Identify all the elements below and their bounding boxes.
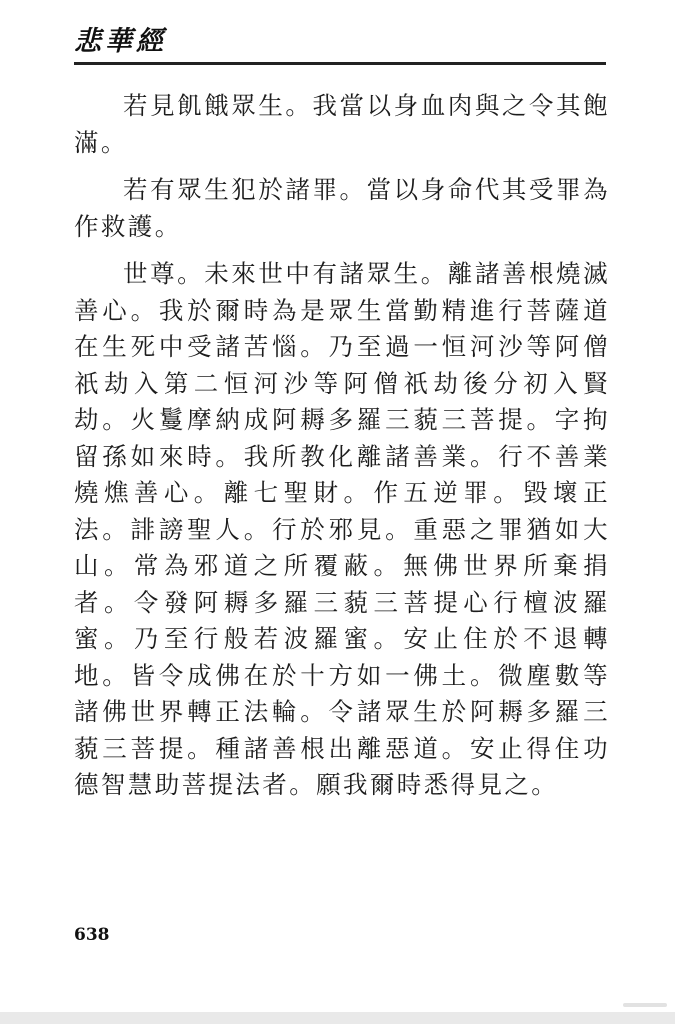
watermark-mark <box>623 1003 667 1007</box>
running-header-title: 悲華經 <box>74 26 167 57</box>
page-number: 638 <box>74 925 110 945</box>
paragraph-2: 若有眾生犯於諸罪。當以身命代其受罪為作救護。 <box>74 175 610 241</box>
header-rule <box>74 62 606 65</box>
viewer-bottom-band <box>0 1012 675 1024</box>
paragraph-1: 若見飢餓眾生。我當以身血肉與之令其飽滿。 <box>74 91 610 157</box>
body-text <box>74 88 610 815</box>
paragraph-3: 世尊。未來世中有諸眾生。離諸善根燒滅善心。我於爾時為是眾生當勤精進行菩薩道在生死中受諸苦惱。乃至過一恒河沙等阿僧祇劫入第二恒河沙等阿僧祇劫後分初入賢劫。火鬘摩納成阿耨多羅三藐三菩提。字拘留孫如來時。我所教化離諸善業。行不善業燒燋善心。離七聖財。作五逆罪。毀壞正法。誹謗聖人。行於邪見。重惡之罪猶如大山。常為邪道之所覆蔽。無佛世界所棄捐者。令發阿耨多羅三藐三菩提心行檀波羅蜜。乃至行般若波羅蜜。安止住於不退轉地。皆令成佛在於十方如一佛土。微塵數等諸佛世界轉正法輪。令諸眾生於阿耨多羅三藐三菩提。種諸善根出離惡道。安止得住功德智慧助菩提法者。願我爾時悉得見之。 <box>74 259 610 799</box>
